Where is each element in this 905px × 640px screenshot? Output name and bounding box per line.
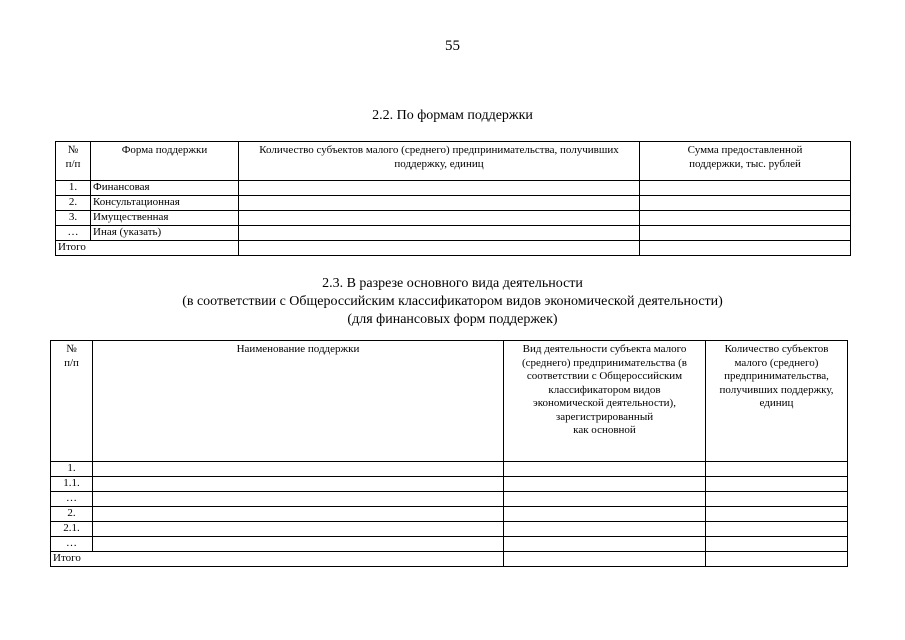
table-row [51, 492, 848, 507]
row-count-cell [239, 196, 640, 211]
total-row [51, 552, 848, 567]
row-name-cell [93, 492, 504, 507]
table-row [51, 522, 848, 537]
row-activity-cell [504, 462, 706, 477]
row-name-cell [93, 522, 504, 537]
total-label: Итого [56, 241, 239, 256]
table-row [56, 211, 851, 226]
total-count-cell [239, 241, 640, 256]
page-number: 55 [445, 38, 460, 54]
table-header-row [56, 142, 851, 181]
total-count-cell [706, 552, 848, 567]
table-row [56, 181, 851, 196]
row-form: Иная (указать) [91, 226, 239, 241]
row-count-cell [706, 492, 848, 507]
row-num: 3. [56, 211, 91, 226]
row-count-cell [239, 211, 640, 226]
section-title-forms: 2.2. По формам поддержки [372, 108, 533, 123]
row-num: 2.1. [51, 522, 93, 537]
row-num: … [51, 537, 93, 552]
support-forms-table [55, 141, 851, 256]
table-header-row [51, 341, 848, 462]
row-num: 2. [51, 507, 93, 522]
header-form: Форма поддержки [91, 142, 239, 181]
header-num: № п/п [51, 341, 93, 462]
row-activity-cell [504, 492, 706, 507]
section-title-line: 2.3. В разрезе основного вида деятельности [322, 276, 583, 291]
row-num: 1. [51, 462, 93, 477]
table-row [51, 537, 848, 552]
total-row [56, 241, 851, 256]
row-name-cell [93, 477, 504, 492]
row-sum-cell [640, 196, 851, 211]
row-form: Имущественная [91, 211, 239, 226]
total-label: Итого [51, 552, 504, 567]
row-num: 1.1. [51, 477, 93, 492]
row-num: 1. [56, 181, 91, 196]
row-count-cell [706, 477, 848, 492]
total-sum-cell [640, 241, 851, 256]
row-activity-cell [504, 522, 706, 537]
row-activity-cell [504, 537, 706, 552]
row-form: Консультационная [91, 196, 239, 211]
total-activity-cell [504, 552, 706, 567]
row-sum-cell [640, 211, 851, 226]
row-count-cell [706, 522, 848, 537]
row-activity-cell [504, 477, 706, 492]
row-count-cell [239, 181, 640, 196]
row-activity-cell [504, 507, 706, 522]
table-row [51, 462, 848, 477]
row-count-cell [239, 226, 640, 241]
section-title-activity [0, 275, 905, 329]
table-row [56, 196, 851, 211]
header-count: Количество субъектов малого (среднего) предпринимательства, получивших поддержку, единиц [706, 341, 848, 462]
row-name-cell [93, 462, 504, 477]
row-name-cell [93, 537, 504, 552]
row-sum-cell [640, 181, 851, 196]
section-title-line: (в соответствии с Общероссийским классификатором видов экономической деятельности) [182, 294, 723, 309]
header-num: № п/п [56, 142, 91, 181]
table-row [51, 477, 848, 492]
row-num: … [51, 492, 93, 507]
table-row [56, 226, 851, 241]
row-count-cell [706, 537, 848, 552]
header-sum: Сумма предоставленной поддержки, тыс. рублей [640, 142, 851, 181]
row-num: 2. [56, 196, 91, 211]
header-activity: Вид деятельности субъекта малого (среднего) предпринимательства (в соответствии с Общероссийским классификатором видов экономической деятельности), зарегистрированный как основной [504, 341, 706, 462]
row-form: Финансовая [91, 181, 239, 196]
row-name-cell [93, 507, 504, 522]
activity-table [50, 340, 848, 567]
row-sum-cell [640, 226, 851, 241]
row-count-cell [706, 507, 848, 522]
header-count: Количество субъектов малого (среднего) предпринимательства, получивших поддержку, единиц [239, 142, 640, 181]
row-count-cell [706, 462, 848, 477]
header-name: Наименование поддержки [93, 341, 504, 462]
table-row [51, 507, 848, 522]
section-title-line: (для финансовых форм поддержек) [347, 312, 558, 327]
row-num: … [56, 226, 91, 241]
